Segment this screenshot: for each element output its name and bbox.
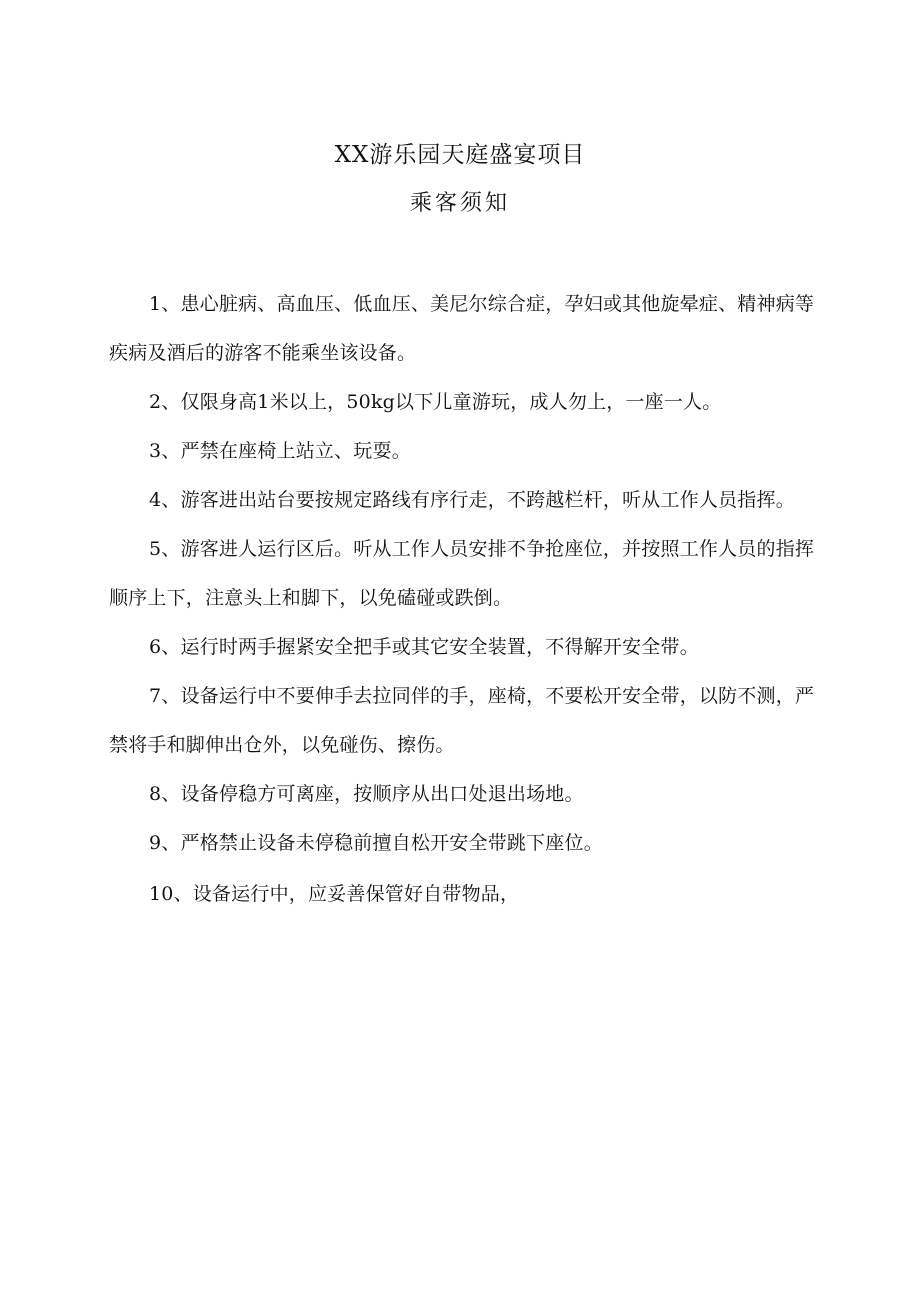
rule-item-6: 6、运行时两手握紧安全把手或其它安全装置，不得解开安全带。 (149, 636, 699, 658)
rule-item-9: 9、严格禁止设备未停稳前擅自松开安全带跳下座位。 (149, 832, 603, 854)
rule-item-8: 8、设备停稳方可离座，按顺序从出口处退出场地。 (149, 783, 584, 805)
rules-list (109, 280, 821, 919)
document-subtitle: 乘客须知 (409, 191, 510, 216)
rule-item-2: 2、仅限身高1米以上，50kg以下儿童游玩，成人勿上，一座一人。 (149, 391, 722, 413)
rule-item-5: 5、游客进人运行区后。听从工作人员安排不争抢座位，并按照工作人员的指挥顺序上下，注意头上和脚下，以免磕碰或跌倒。 (109, 538, 815, 609)
rule-item-1: 1、患心脏病、高血压、低血压、美尼尔综合症，孕妇或其他旋晕症、精神病等疾病及酒后的游客不能乘坐该设备。 (109, 293, 815, 364)
rule-item-4: 4、游客进出站台要按规定路线有序行走，不跨越栏杆，听从工作人员指挥。 (149, 489, 795, 511)
rule-item-3: 3、严禁在座椅上站立、玩耍。 (149, 440, 411, 462)
rule-item-7: 7、设备运行中不要伸手去拉同伴的手，座椅，不要松开安全带，以防不测，严禁将手和脚伸出仓外，以免碰伤、擦伤。 (109, 685, 815, 756)
rule-item-10: 10、设备运行中，应妥善保管好自带物品， (149, 883, 520, 905)
document-title: XX游乐园天庭盛宴项目 (334, 142, 586, 168)
